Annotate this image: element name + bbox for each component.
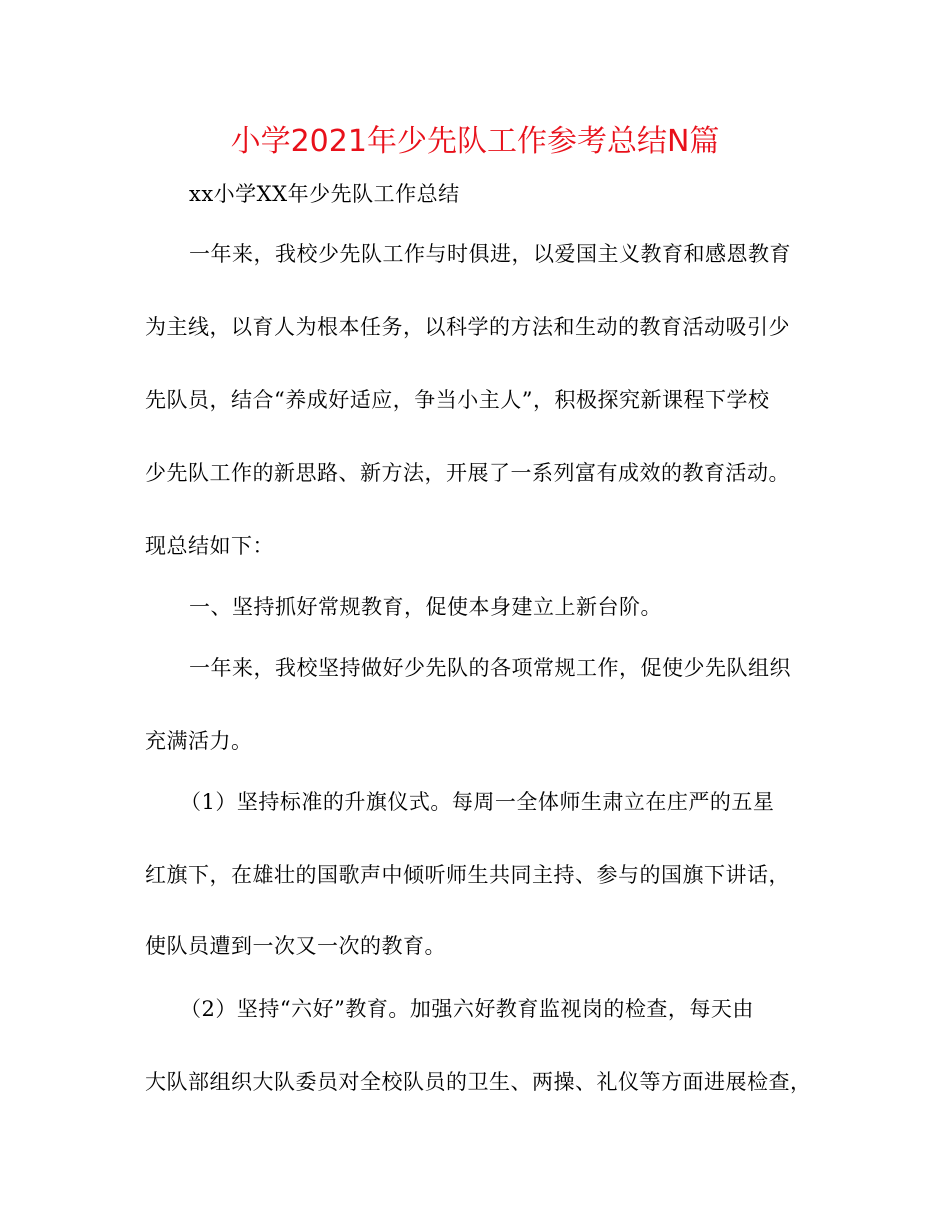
paragraph-line: （2）坚持“六好”教育。加强六好教育监视岗的检查，每天由 <box>180 997 754 1021</box>
document-title: 小学2021年少先队工作参考总结N篇 <box>230 124 720 159</box>
paragraph-line: 少先队工作的新思路、新方法，开展了一系列富有成效的教育活动。 <box>145 461 790 485</box>
paragraph-line: 为主线，以育人为根本任务，以科学的方法和生动的教育活动吸引少 <box>145 315 790 339</box>
paragraph-line: 使队员遭到一次又一次的教育。 <box>145 934 446 958</box>
paragraph-line: 大队部组织大队委员对全校队员的卫生、两操、礼仪等方面进展检查， <box>145 1070 812 1094</box>
paragraph-line: 充满活力。 <box>145 729 253 753</box>
paragraph-line: （1）坚持标准的升旗仪式。每周一全体师生肃立在庄严的五星 <box>180 790 775 814</box>
section-heading: 一、坚持抓好常规教育，促使本身建立上新台阶。 <box>189 595 662 619</box>
document-subtitle: xx小学XX年少先队工作总结 <box>189 182 460 206</box>
paragraph-line: 一年来，我校少先队工作与时俱进，以爱国主义教育和感恩教育 <box>189 242 791 266</box>
paragraph-line: 现总结如下： <box>145 534 274 558</box>
paragraph-line: 先队员，结合“养成好适应，争当小主人”，积极探究新课程下学校 <box>145 388 770 412</box>
paragraph-line: 一年来，我校坚持做好少先队的各项常规工作，促使少先队组织 <box>189 656 791 680</box>
paragraph-line: 红旗下，在雄壮的国歌声中倾听师生共同主持、参与的国旗下讲话， <box>145 863 790 887</box>
